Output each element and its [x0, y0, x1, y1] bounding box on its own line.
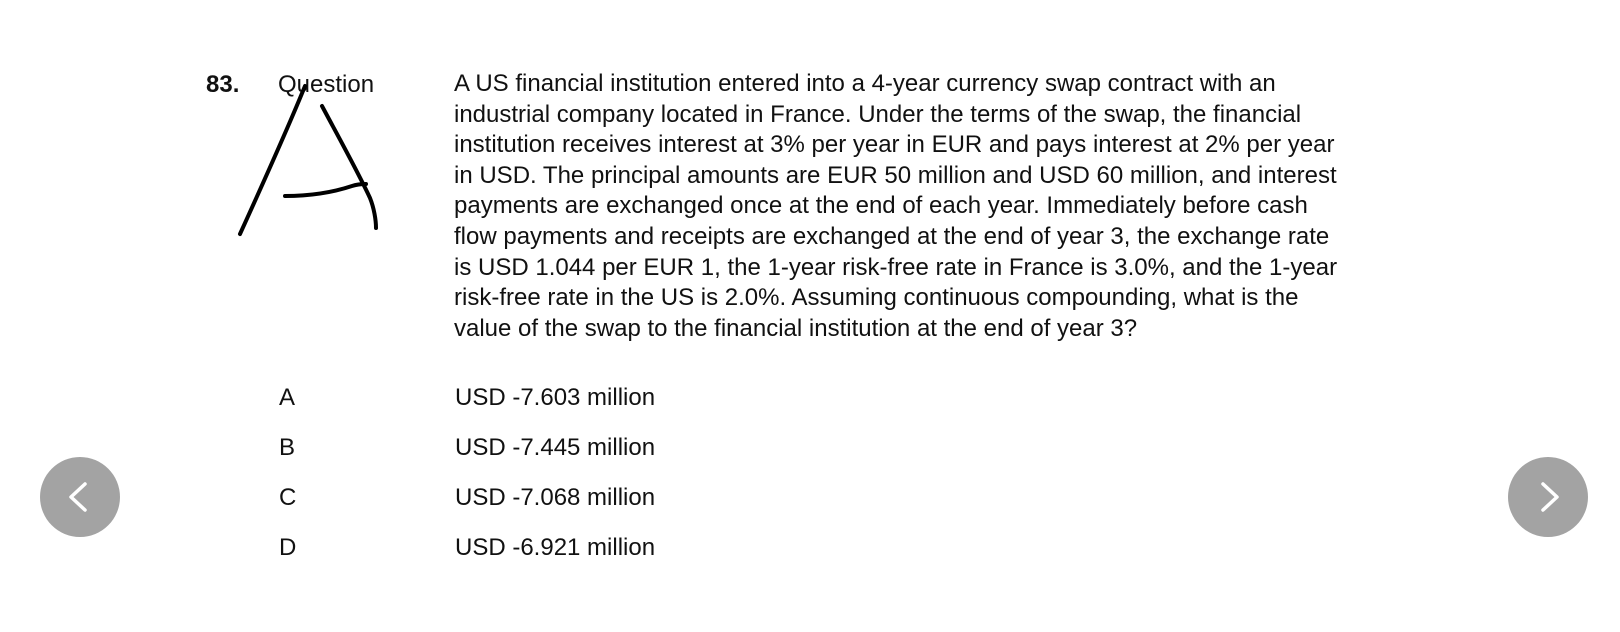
chevron-left-icon — [60, 477, 100, 517]
choice-a-letter: A — [279, 384, 296, 411]
question-text-line: A US financial institution entered into a 4-year currency swap contract with an — [454, 70, 1276, 97]
previous-page-button[interactable] — [40, 457, 120, 537]
question-label: Question — [278, 71, 375, 98]
chevron-right-icon — [1528, 477, 1568, 517]
question-text-line: is USD 1.044 per EUR 1, the 1-year risk-free rate in France is 3.0%, and the 1-year — [454, 253, 1338, 281]
question-text-line: flow payments and receipts are exchanged at the end of year 3, the exchange rate — [454, 222, 1330, 250]
question-text-line: industrial company located in France. Under the terms of the swap, the financial — [454, 100, 1302, 128]
question-text — [454, 69, 1454, 344]
question-text-line: institution receives interest at 3% per year in EUR and pays interest at 2% per year — [454, 131, 1335, 159]
choice-d-text: USD -6.921 million — [455, 534, 656, 561]
choice-a-text: USD -7.603 million — [455, 384, 656, 411]
choice-c-letter: C — [279, 484, 297, 511]
question-number: 83. — [206, 71, 240, 98]
question-text-line: value of the swap to the financial institution at the end of year 3? — [454, 314, 1138, 342]
next-page-button[interactable] — [1508, 457, 1588, 537]
choice-b-text: USD -7.445 million — [455, 434, 656, 461]
question-text-line: risk-free rate in the US is 2.0%. Assuming continuous compounding, what is the — [454, 284, 1299, 312]
question-text-line: in USD. The principal amounts are EUR 50 million and USD 60 million, and interest — [454, 161, 1337, 189]
choice-d-letter: D — [279, 534, 297, 561]
question-text-line: payments are exchanged once at the end of each year. Immediately before cash — [454, 192, 1308, 220]
choice-b-letter: B — [279, 434, 296, 461]
choice-c-text: USD -7.068 million — [455, 484, 656, 511]
